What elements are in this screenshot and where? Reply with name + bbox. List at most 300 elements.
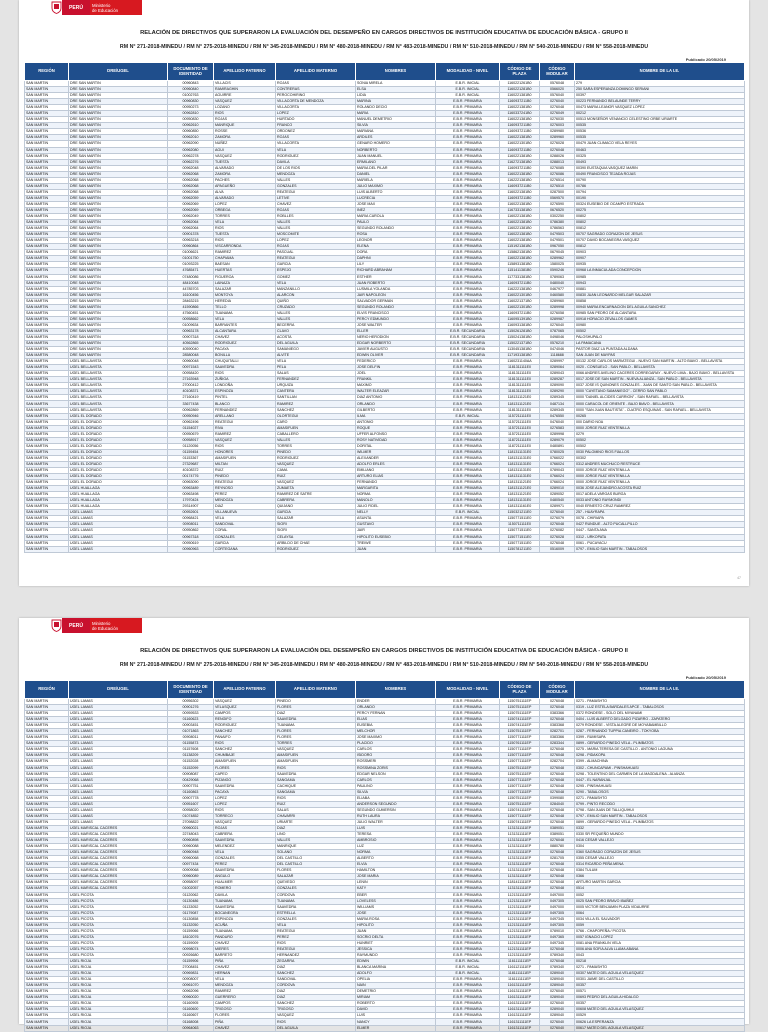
table-cell: 1150771511E0	[500, 516, 540, 522]
table-cell: PIÑA	[214, 959, 276, 965]
table-cell: CHUQUITALLI	[214, 359, 276, 365]
table-cell: 0497305	[540, 910, 575, 916]
table-cell: UGEL PICOTA	[69, 904, 168, 910]
table-cell: 1121311111EP	[500, 922, 540, 928]
table-cell: 0289040	[540, 971, 575, 977]
table-cell: DRE SAN MARTIN	[69, 159, 168, 165]
table-cell: FLORES	[214, 1013, 276, 1019]
table-cell: 00908007	[168, 977, 214, 983]
column-header: APELLIDO PATERNO	[214, 63, 276, 81]
table-cell: ZAMORA	[214, 135, 276, 141]
table-cell: DRE SAN MARTIN	[69, 353, 168, 359]
table-cell: 0497365	[540, 934, 575, 940]
table-cell: SAN MARTIN	[25, 425, 69, 431]
table-cell: ROSA	[356, 232, 436, 238]
table-cell: 0289040	[540, 983, 575, 989]
table-cell: E.B.R. PRIMARIA	[436, 735, 500, 741]
column-header: APELLIDO PATERNO	[214, 681, 276, 699]
table-cell: FLORES	[214, 765, 276, 771]
table-cell: NORMA	[356, 850, 436, 856]
table-cell: MANUEL DEMETRIO	[356, 117, 436, 123]
table-cell: 00943	[575, 280, 745, 286]
table-cell: E.B.R. PRIMARIA	[436, 443, 500, 449]
table-cell: SAN MARTIN	[25, 504, 69, 510]
table-cell: 1131311111EP	[500, 862, 540, 868]
table-cell: E.B.R. PRIMARIA	[436, 705, 500, 711]
table-cell: GONZALES	[276, 183, 356, 189]
table-cell: SAN MARTIN	[25, 232, 69, 238]
table-cell: 01154027	[168, 425, 214, 431]
table-cell: SAN MARTIN	[25, 789, 69, 795]
table-cell: 00907751	[168, 783, 214, 789]
table-cell: 1131311111EP	[500, 850, 540, 856]
table-cell: TUESTA	[214, 232, 276, 238]
table-cell: SAN MARTIN	[25, 334, 69, 340]
table-cell: CRUZADO	[276, 304, 356, 310]
table-cell: VELA	[214, 850, 276, 856]
table-cell: SAN MARTIN	[25, 81, 69, 87]
table-cell: 0383366	[540, 735, 575, 741]
table-cell: 1160937211B0	[500, 129, 540, 135]
table-cell: 1150771511E0	[500, 540, 540, 546]
table-cell: 01002057	[168, 886, 214, 892]
table-cell: 0679045	[540, 250, 575, 256]
table-cell: E.B.R. PRIMARIA	[436, 183, 500, 189]
table-cell: RUIZ	[214, 468, 276, 474]
table-cell: JAIR	[356, 528, 436, 534]
table-cell: SAN MARTIN	[25, 353, 69, 359]
table-cell: UGEL RIOJA	[69, 989, 168, 995]
table-cell: 07480086	[168, 274, 214, 280]
table-cell: PELA	[276, 365, 356, 371]
table-cell: 1160221381B0	[500, 220, 540, 226]
table-cell: SIORI	[276, 528, 356, 534]
table-cell: 0276040	[540, 1019, 575, 1025]
table-cell: SAN MARTIN	[25, 304, 69, 310]
table-cell: DAVILA	[276, 159, 356, 165]
table-cell: ROQUE	[356, 425, 436, 431]
table-cell: VELA	[276, 280, 356, 286]
table-cell: 00962059	[168, 195, 214, 201]
table-cell: 00608 MATEO DEL AGUILA VELASQUEZ	[575, 1007, 745, 1013]
table-cell: SAN MARTIN	[25, 395, 69, 401]
table-cell: VALLES	[276, 310, 356, 316]
table-cell: E.B.R. PRIMARIA	[436, 401, 500, 407]
table-cell: SAN MARTIN	[25, 147, 69, 153]
table-cell: TORRES	[214, 214, 276, 220]
table-cell: SAN MARTIN	[25, 838, 69, 844]
table-cell: SAN MARTIN	[25, 807, 69, 813]
table-cell: E.B.R. PRIMARIA	[436, 226, 500, 232]
table-cell: UGEL MARISCAL CACERES	[69, 868, 168, 874]
table-cell: 1160937211B0	[500, 123, 540, 129]
table-cell: CAMPOS	[214, 1001, 276, 1007]
column-header: CÓDIGO DE PLAZA	[500, 681, 540, 699]
table-cell: 0279 RONDESE - VISTA ALEGRE DE MOYABAMBILLO	[575, 723, 745, 729]
table-cell: 0276048	[540, 874, 575, 880]
table-cell: 1181311121E0	[500, 395, 540, 401]
table-cell: 00909068	[168, 868, 214, 874]
table-cell: DEL CASTILLO	[276, 862, 356, 868]
table-cell: 0287500	[540, 189, 575, 195]
table-cell: SAN MARTIN	[25, 1007, 69, 1013]
table-cell: MARIELA	[356, 177, 436, 183]
table-cell: E.B.R. PRIMARIA	[436, 365, 500, 371]
table-cell: 00985 SAN PEDRO DE ALCANTARA	[575, 310, 745, 316]
table-cell: HUALMER	[214, 880, 276, 886]
table-cell: VASQUEZ	[214, 699, 276, 705]
table-cell: E.B.R. PRIMARIA	[436, 105, 500, 111]
table-cell: 1160221381B0	[500, 256, 540, 262]
table-cell: E.B.R. PRIMARIA	[436, 934, 500, 940]
table-cell: 1181311161E0	[500, 504, 540, 510]
table-cell: SAN MARTIN	[25, 928, 69, 934]
table-cell: 0287 - FERNANDO TUPPIA CANEIRO - TOKYOBA	[575, 729, 745, 735]
table-cell: 01130486	[168, 898, 214, 904]
table-cell: SALAZAR	[276, 874, 356, 880]
table-cell: SAN MARTIN	[25, 111, 69, 117]
table-cell: CACHIQUE	[276, 783, 356, 789]
table-cell: 0275 - MARIA TERESA DE CASTILLO - ANTONIO LAGUNA	[575, 747, 745, 753]
table-cell: JUAN	[356, 546, 436, 552]
table-cell: ELSA	[356, 87, 436, 93]
table-cell: SAAVEDRA	[214, 365, 276, 371]
table-cell: 00958020	[168, 807, 214, 813]
table-cell: QUIÑO	[276, 298, 356, 304]
document-title: RELACIÓN DE DIRECTIVOS QUE SUPERARON LA EVALUACIÓN DEL DESEMPEÑO EN CARGOS DIRECTIVOS DE INSTITUCIÓN EDUCATIVA DE EDUCACIÓN BÁSICA - GRUPO II	[140, 648, 628, 654]
table-cell: LAINAZA	[214, 280, 276, 286]
table-cell: OPELIA	[356, 977, 436, 983]
table-cell: 0789340	[540, 952, 575, 958]
table-cell: 0289998	[540, 304, 575, 310]
table-cell: 1160221381B0	[500, 93, 540, 99]
table-cell: UGEL MARISCAL CACERES	[69, 825, 168, 831]
table-cell: E.B.R. PRIMARIA	[436, 995, 500, 1001]
table-cell: LOZANO	[214, 105, 276, 111]
table-cell: 0276040	[540, 322, 575, 328]
table-cell: SAN MARTIN	[25, 449, 69, 455]
table-cell: 00962069	[168, 207, 214, 213]
table-cell: SAN MARTIN	[25, 159, 69, 165]
table-cell: 01160623	[168, 717, 214, 723]
table-cell: GOMEZ	[276, 274, 356, 280]
table-cell: 0797 - EMILIO SAN MARTIN - TABALOSOS	[575, 813, 745, 819]
table-cell: E.B.R. PRIMARIA	[436, 711, 500, 717]
table-cell: 00968 LA INMACULADA CONCEPCION	[575, 268, 745, 274]
table-cell: VASQUEZ	[214, 153, 276, 159]
table-cell: SAAVEDRA	[276, 717, 356, 723]
table-cell: 1150771111EP	[500, 813, 540, 819]
table-cell: UGEL RIOJA	[69, 971, 168, 977]
table-cell: UGEL EL DORADO	[69, 413, 168, 419]
table-cell: 01153367	[168, 455, 214, 461]
table-cell: 0276510	[540, 183, 575, 189]
table-cell: 0276048	[540, 807, 575, 813]
table-cell: E.B.R. PRIMARIA	[436, 474, 500, 480]
table-cell: E.B.R. PRIMARIA	[436, 256, 500, 262]
table-cell: 00998074	[168, 946, 214, 952]
table-cell: CORDOVA	[276, 983, 356, 989]
table-cell: 1160221371B0	[500, 298, 540, 304]
table-cell: 00397	[575, 93, 745, 99]
table-cell: VELA	[214, 516, 276, 522]
table-cell: SAN MARTIN	[25, 455, 69, 461]
table-cell: 0399 - RUMISAPA	[575, 735, 745, 741]
table-cell: 0289960	[540, 298, 575, 304]
table-cell: MIRIAM	[356, 995, 436, 1001]
ministry-label	[90, 0, 142, 15]
table-cell: 1181311111E0	[500, 371, 540, 377]
table-cell: SANCHEZ	[214, 729, 276, 735]
table-cell: UFFER ALFONSO	[356, 431, 436, 437]
table-cell: KATY	[356, 886, 436, 892]
table-cell: 00473 MARIA LEANOR VASQUEZ LOPEZ	[575, 105, 745, 111]
table-cell: LENIN	[356, 880, 436, 886]
table-cell: ESTHER	[356, 274, 436, 280]
table-cell: EBER	[356, 892, 436, 898]
table-cell: 0289987	[540, 316, 575, 322]
table-cell: 0497000	[540, 904, 575, 910]
table-cell: SAN MARTIN	[25, 359, 69, 365]
table-cell: 0789063	[540, 274, 575, 280]
table-cell: 1167331381B0	[500, 207, 540, 213]
table-cell: 0289345	[540, 395, 575, 401]
table-cell: 1181111111EP	[500, 971, 540, 977]
table-cell: LEONOR	[356, 238, 436, 244]
table-cell: INEZ	[356, 207, 436, 213]
table-cell: HIPOLITO	[356, 922, 436, 928]
table-cell: PACAYA	[214, 347, 276, 353]
table-cell: 1181311131E0	[500, 449, 540, 455]
table-cell: E.B.R. INICIAL	[436, 87, 500, 93]
table-cell: SALAS	[276, 807, 356, 813]
results-table	[24, 62, 745, 553]
table-cell: 0384 TULUM	[575, 868, 745, 874]
table-cell: DRE SAN MARTIN	[69, 322, 168, 328]
table-cell: 0302 - CHUNCAPAMI - PINSHAHUASI	[575, 765, 745, 771]
table-cell: MANOLO	[356, 498, 436, 504]
table-cell: 00790	[575, 177, 745, 183]
table-cell: 0780025	[540, 449, 575, 455]
table-cell: 00479 JUAN CLIMACO VELA REYES	[575, 141, 745, 147]
table-cell: 01001750	[168, 256, 214, 262]
table-cell: SAN MARTIN	[25, 341, 69, 347]
table-cell: 44785703	[168, 286, 214, 292]
table-cell: E.B.R. PRIMARIA	[436, 486, 500, 492]
table-cell: 0766024	[540, 480, 575, 486]
table-cell: 1580025	[540, 262, 575, 268]
table-cell: 1150751111EP	[500, 765, 540, 771]
table-cell: WILLIAMS	[356, 904, 436, 910]
table-cell: MILTAN	[214, 461, 276, 467]
table-cell: UGEL MARISCAL CACERES	[69, 832, 168, 838]
table-cell: E.B.R. PRIMARIA	[436, 238, 500, 244]
table-cell: CABALLERO	[276, 431, 356, 437]
table-cell: JOSE MARIA	[356, 874, 436, 880]
table-cell: SAN MARTIN	[25, 862, 69, 868]
table-cell: UGEL LAMAS	[69, 510, 168, 516]
table-cell: 00190	[575, 195, 745, 201]
table-cell: LOPEZ	[214, 801, 276, 807]
table-cell: SAN MARTIN	[25, 117, 69, 123]
table-cell: AMASIFUEN	[214, 759, 276, 765]
table-cell: VALLES	[276, 437, 356, 443]
table-cell: SILVIA	[356, 123, 436, 129]
table-cell: 00536	[575, 129, 745, 135]
table-cell: 0017 JOSE DE SAN MARTIN - NUEVA ALIANZA - SAN PABLO - BELLAVISTA	[575, 377, 745, 383]
table-cell: 1160221381B0	[500, 238, 540, 244]
table-cell: SONIA MIRELA	[356, 81, 436, 87]
table-cell: UGEL HUALLAGA	[69, 504, 168, 510]
table-cell: 40562865	[168, 341, 214, 347]
table-cell: TORRES	[276, 741, 356, 747]
table-cell: 1131311111EP	[500, 838, 540, 844]
table-cell: DRE SAN MARTIN	[69, 93, 168, 99]
table-cell: LOPEZ	[214, 795, 276, 801]
table-cell: 0289971	[540, 504, 575, 510]
table-cell: CABRERA	[276, 498, 356, 504]
table-cell: 0276048	[540, 717, 575, 723]
column-header: NOMBRE DE LA I.E.	[575, 63, 745, 81]
column-header: MODALIDAD - NIVEL	[436, 63, 500, 81]
table-cell: VALLES	[276, 226, 356, 232]
table-cell: DRE SAN MARTIN	[69, 129, 168, 135]
table-cell: 00301 JAIME DEL CASTILLO	[575, 977, 745, 983]
table-cell: ARBILDO DE CHAE	[276, 540, 356, 546]
table-cell: 1150771111EP	[500, 735, 540, 741]
table-cell: 0497000	[540, 892, 575, 898]
table-cell: 1131311111EP	[500, 844, 540, 850]
table-cell: SAN MARTIN	[25, 347, 69, 353]
table-cell: UGEL LAMAS	[69, 807, 168, 813]
table-cell: CHUMBAJE	[214, 753, 276, 759]
table-cell: 0479503	[540, 232, 575, 238]
table-cell: CAMA	[276, 468, 356, 474]
table-cell: E.B.R. PRIMARIA	[436, 280, 500, 286]
table-cell: 00940 MARIA ENCARNACION DEL AGUILA SANCHEZ	[575, 304, 745, 310]
table-cell: 00962068	[168, 189, 214, 195]
table-cell: SAN MARTIN	[25, 437, 69, 443]
table-cell: RAMIREZ DE SATRE	[276, 492, 356, 498]
table-cell: VASQUEZ	[276, 461, 356, 467]
table-cell: HERNANDEZ	[276, 952, 356, 958]
table-cell: BLANCA MARINA	[356, 965, 436, 971]
table-cell: E.B.R. PRIMARIA	[436, 220, 500, 226]
table-cell: GARCIA	[214, 540, 276, 546]
table-cell: PEREZ	[276, 934, 356, 940]
table-cell: E.B.R. PRIMARIA	[436, 916, 500, 922]
table-cell: 1181311111E0	[500, 377, 540, 383]
table-cell: 00901276	[168, 705, 214, 711]
table-cell: SAN MARTIN	[25, 1001, 69, 1007]
table-cell: SAN MARTIN	[25, 989, 69, 995]
table-cell: 00275	[575, 207, 745, 213]
table-cell: 00918 HORACIO ZEVALLOS GAMES	[575, 316, 745, 322]
table-cell: 0057 IGNACIO LOPEZ	[575, 934, 745, 940]
table-cell: SAN MARTIN	[25, 310, 69, 316]
ministry-line-1: Ministerio	[92, 620, 111, 626]
table-cell: JAVIER AUGUSTO	[356, 347, 436, 353]
table-cell: 1162221381B0	[500, 177, 540, 183]
table-cell: 00962090	[168, 141, 214, 147]
table-cell: 01071863	[168, 729, 214, 735]
table-cell: 0271 - PAMASHTO	[575, 699, 745, 705]
table-cell: CAMPOS	[214, 711, 276, 717]
table-cell: SAN MARTIN	[25, 735, 69, 741]
table-cell: 1157211111E0	[500, 419, 540, 425]
table-cell: SAN MARTIN	[25, 753, 69, 759]
table-cell: PIÑA	[214, 1019, 276, 1025]
table-cell: DRE SAN MARTIN	[69, 256, 168, 262]
table-cell: ALCANTARA	[214, 328, 276, 334]
table-cell: SAN MARTIN	[25, 723, 69, 729]
table-cell: 1160937211B0	[500, 165, 540, 171]
table-cell: 0064	[575, 910, 745, 916]
table-cell: PINEDO	[276, 699, 356, 705]
table-cell: 00794	[575, 189, 745, 195]
table-cell: SAN MARTIN	[25, 1025, 69, 1031]
table-cell: E.B.R. PRIMARIA	[436, 753, 500, 759]
table-cell: E.B.R. SECUNDARIA	[436, 347, 500, 353]
table-cell: 00707 SAGRADO CORAZON DE JESUS	[575, 232, 745, 238]
table-cell: PALOSHUPALO	[575, 334, 745, 340]
table-cell: 01093225	[168, 262, 214, 268]
table-cell: UGEL LAMAS	[69, 759, 168, 765]
peru-label: PERÚ	[62, 618, 90, 633]
table-cell: 0276003	[540, 123, 575, 129]
table-cell: 1160221381B0	[500, 171, 540, 177]
table-cell: MARIA	[356, 111, 436, 117]
table-cell: LA PAMACANA	[575, 341, 745, 347]
table-cell: 00502	[575, 328, 745, 334]
table-cell: PERCY EDMUNDO	[356, 316, 436, 322]
table-cell: 0330 SR PEQUEÑO MUNDO	[575, 832, 745, 838]
table-cell: JUAN	[356, 928, 436, 934]
table-cell: E.B.R. INICIAL	[436, 93, 500, 99]
table-cell: 01157608	[168, 747, 214, 753]
ministry-line-1: Ministerio	[92, 2, 111, 8]
table-cell: UGEL LAMAS	[69, 735, 168, 741]
table-cell: 1171931381B0	[500, 353, 540, 359]
table-cell: E.B.R. PRIMARIA	[436, 407, 500, 413]
table-cell: 0289052	[540, 492, 575, 498]
table-cell: 1181311111E0	[500, 365, 540, 371]
table-cell: EDWIN	[356, 959, 436, 965]
table-cell: E.B.R. PRIMARIA	[436, 298, 500, 304]
table-cell: DRE SAN MARTIN	[69, 123, 168, 129]
table-cell: ADOLFO	[356, 971, 436, 977]
table-cell: 00964063	[168, 1025, 214, 1031]
table-cell: 01152099	[168, 765, 214, 771]
table-cell: SANCHEZ	[276, 1001, 356, 1007]
table-cell: GONZALES	[276, 886, 356, 892]
table-cell: CARO	[276, 419, 356, 425]
table-cell: UGEL PICOTA	[69, 916, 168, 922]
table-cell: E.B.R. PRIMARIA	[436, 516, 500, 522]
table-cell: UGEL MARISCAL CACERES	[69, 880, 168, 886]
table-cell: 47560451	[168, 310, 214, 316]
table-cell: 0276086	[540, 171, 575, 177]
table-cell: RODRIGUEZ	[276, 153, 356, 159]
table-cell: E.B.R. PRIMARIA	[436, 425, 500, 431]
table-cell: E.B.R. PRIMARIA	[436, 850, 500, 856]
table-cell: UGEL MARISCAL CACERES	[69, 850, 168, 856]
table-cell: 1162721381B0	[500, 159, 540, 165]
table-cell: 00950273	[168, 105, 214, 111]
table-cell: BONILLA	[214, 353, 276, 359]
table-cell: UGEL LAMAS	[69, 546, 168, 552]
table-cell: 1150221371B0	[500, 341, 540, 347]
